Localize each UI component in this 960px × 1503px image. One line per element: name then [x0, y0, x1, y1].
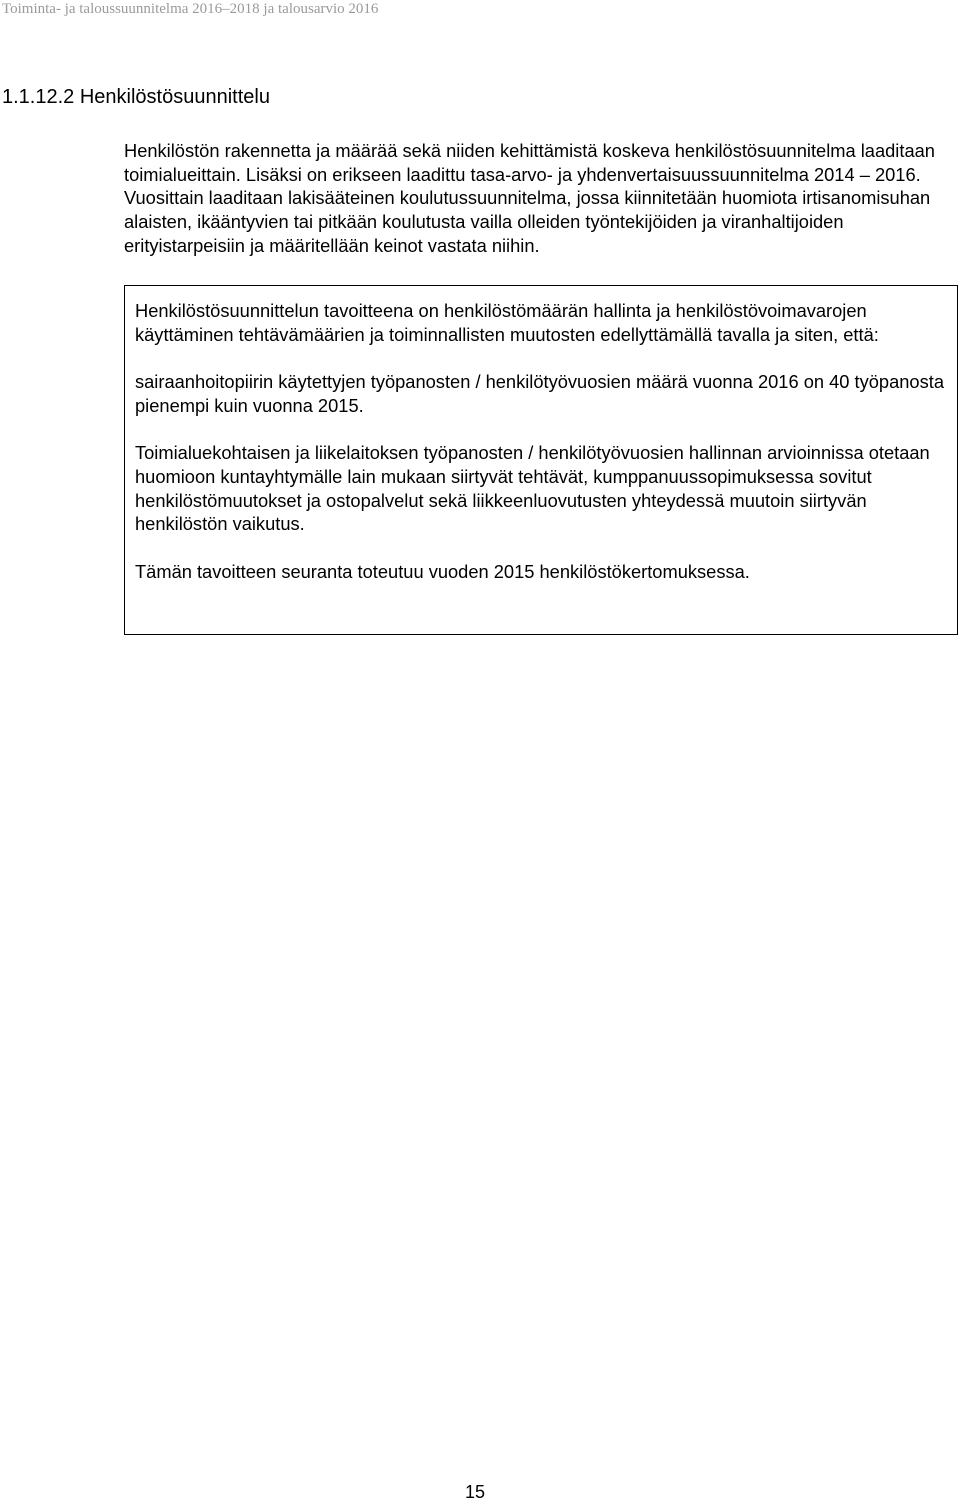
goal-box-content	[135, 299, 949, 607]
section-heading: 1.1.12.2 Henkilöstösuunnittelu	[2, 86, 270, 108]
intro-paragraph: Henkilöstön rakennetta ja määrää sekä niiden kehittämistä koskeva henkilöstösuunnitelma laaditaan toimialueittain. Lisäksi on erikseen laadittu tasa-arvo- ja yhdenvertaisuussuunnitelma 2014 – 2016. Vuosittain laaditaan lakisääteinen koulutussuunnitelma, jossa kiinnitetään huomiota irtisanomisuhan alaisten, ikääntyvien tai pitkään koulutusta vailla olleiden työntekijöiden ja viranhaltijoiden erityistarpeisiin ja määritellään keinot vastata niihin.	[124, 140, 935, 256]
goal-paragraph-objective: Henkilöstösuunnittelun tavoitteena on henkilöstömäärän hallinta ja henkilöstövoimavarojen käyttäminen tehtävämäärien ja toiminnallisten muutosten edellyttämällä tavalla ja siten, että:	[135, 300, 879, 345]
goal-paragraph-target: sairaanhoitopiirin käytettyjen työpanosten / henkilötyövuosien määrä vuonna 2016 on 40 työpanosta pienempi kuin vuonna 2015.	[135, 371, 944, 416]
goal-paragraph-monitoring: Tämän tavoitteen seuranta toteutuu vuoden 2015 henkilöstökertomuksessa.	[135, 560, 750, 582]
goal-box	[124, 285, 958, 635]
goal-paragraph-assessment: Toimialuekohtaisen ja liikelaitoksen työpanosten / henkilötyövuosien hallinnan arvioinnissa otetaan huomioon kuntayhtymälle lain mukaan siirtyvät tehtävät, kumppanuussopimuksessa sovitut henkilöstömuutokset ja ostopalvelut sekä liikkeenluovutusten yhteydessä muutoin siirtyvän henkilöstön vaikutus.	[135, 442, 930, 535]
document-header-title: Toiminta- ja taloussuunnitelma 2016–2018 ja talousarvio 2016	[2, 1, 379, 17]
intro-text	[124, 139, 954, 258]
page-number: 15	[465, 1482, 486, 1502]
